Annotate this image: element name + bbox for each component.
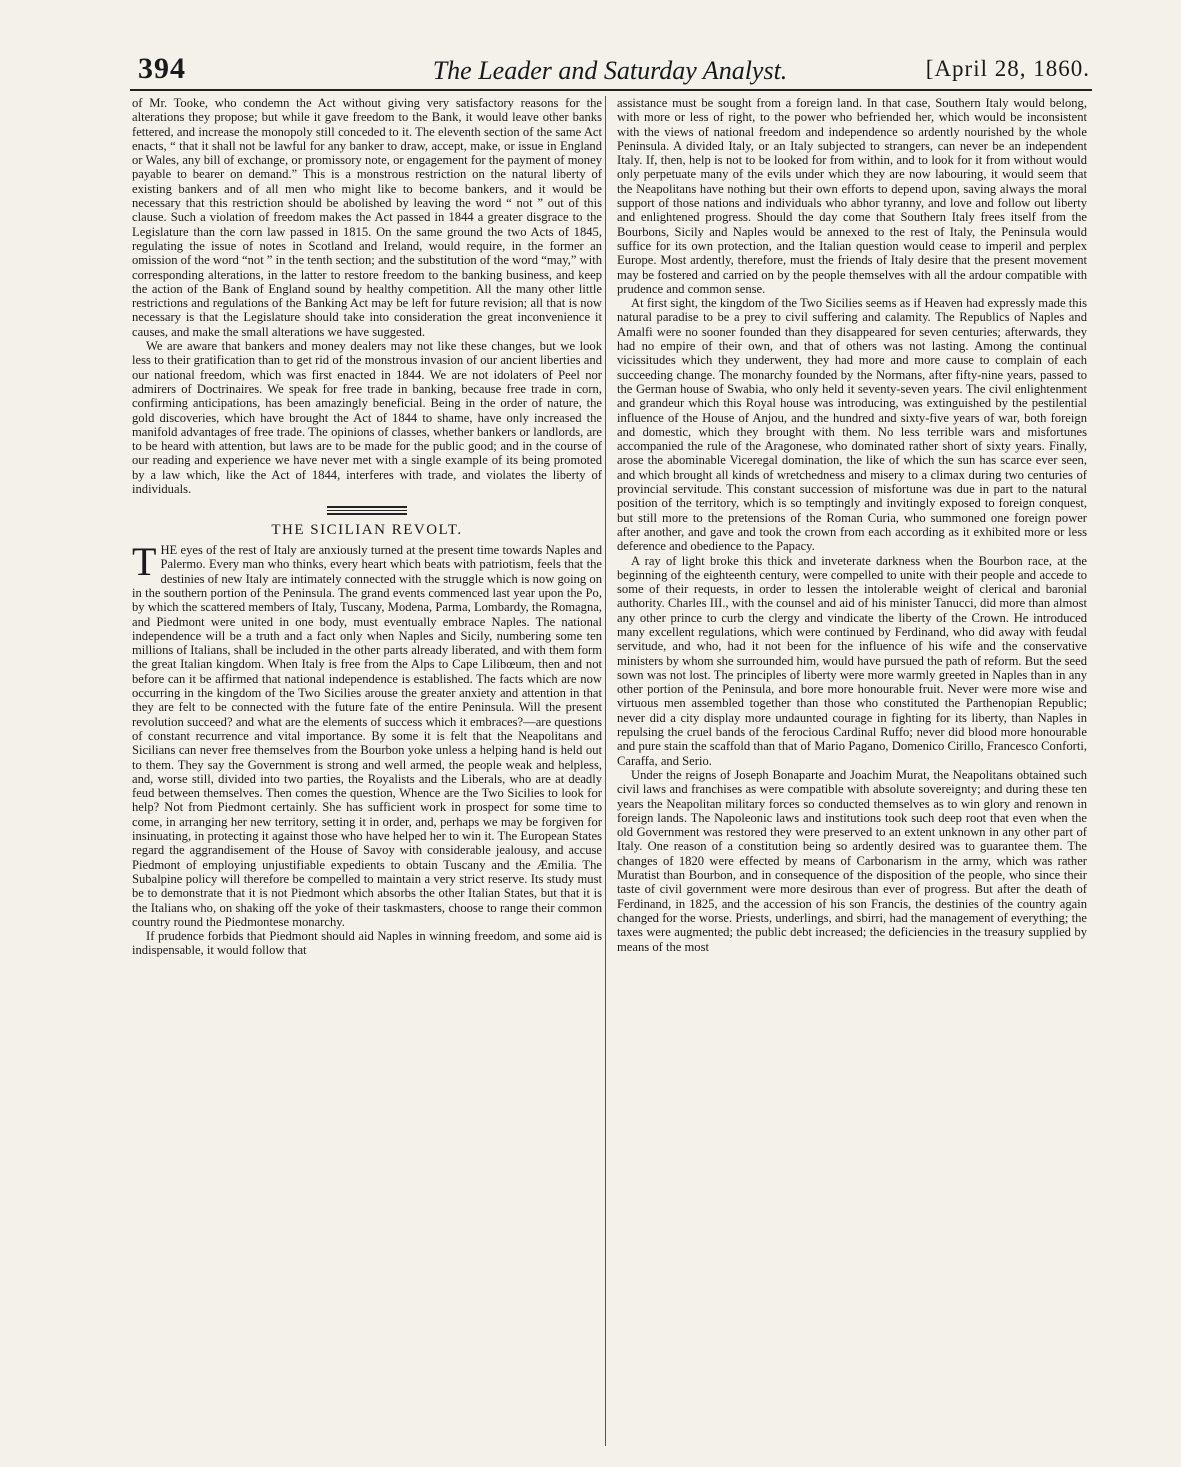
paragraph: If prudence forbids that Piedmont should aid Naples in winning freedom, and some aid is indispensable, it would follow that [132,929,602,958]
right-column [617,96,1087,1450]
issue-date: [April 28, 1860. [925,56,1090,81]
page-header [130,50,1090,94]
paragraph: of Mr. Tooke, who condemn the Act without giving very satisfactory reasons for the alterations they propose; but while it gave freedom to the Bank, it would leave other banks fettered, and increase the monopoly still conceded to it. The eleventh section of the same Act enacts, “ that it shall not be lawful for any banker to draw, accept, make, or issue in England or Wales, any bill of exchange, or promissory note, or engagement for the payment of money payable to bearer on demand.” This is a monstrous restriction on the natural liberty of existing bankers and of all men who might like to become bankers, and it would be necessary that this restriction should be abolished by leaving the word “ not ” out of this clause. Such a violation of freedom makes the Act passed in 1844 a greater disgrace to the Legislature than the corn law passed in 1815. On the same ground the two Acts of 1845, regulating the issue of notes in Scotland and Ireland, would require, in the former an omission of the word “not ” in the tenth section; and the substitution of the word “may,” with corresponding alterations, in the latter to restore freedom to the banking business, and keep the action of the Bank of England sound by healthy competition. All the many other little restrictions and regulations of the Banking Act may be left for future revision; all that is now necessary is that the Legislature should take into consideration the great inconvenience it causes, and make the small alterations we have suggested. [132,96,602,339]
publication-title: The Leader and Saturday Analyst. [432,56,788,85]
paragraph: We are aware that bankers and money dealers may not like these changes, but we look less to their gratification than to get rid of the monstrous invasion of our ancient liberties and our national freedom, which was first enacted in 1844. We are not idolaters of Peel nor admirers of Doctrinaires. We speak for free trade in banking, because free trade in corn, confirming anticipations, has been amazingly beneficial. Being in the order of nature, the gold discoveries, which have brought the Act of 1844 to shame, have only increased the manifold advantages of free trade. The opinions of classes, whether bankers or landlords, are to be heard with attention, but laws are to be made for the public good; and in the course of our reading and experience we have never met with a single example of its being promoted by a law which, like the Act of 1844, interferes with trade, and violates the liberty of individuals. [132,339,602,497]
paragraph: At first sight, the kingdom of the Two Sicilies seems as if Heaven had expressly made this natural paradise to be a prey to civil suffering and calamity. The Republics of Naples and Amalfi were no sooner founded than they disappeared for seven centuries; afterwards, they had no empire of their own, and that of others was not lasting. Among the continual vicissitudes which they underwent, they had more and more cause to complain of each succeeding change. The monarchy founded by the Normans, after fifty-nine years, passed to the German house of Swabia, who only held it seventy-seven years. The civil enlightenment and grandeur which this Royal house was introducing, was extinguished by the pestilential influence of the House of Anjou, and the hundred and sixty-five years of war, both foreign and domestic, which they brought with them. No less terrible wars and misfortunes accompanied the rule of the Aragonese, who dominated rather short of sixty years. Finally, arose the abominable Viceregal domination, the like of which the sun has scarce ever seen, and which brought all kinds of wretchedness and misery to a climax during two centuries of provincial servitude. This constant succession of misfortune was due in part to the natural position of the territory, which is so temptingly and invitingly exposed to foreign conquest, but still more to the pretensions of the Roman Curia, who summoned one foreign power after another, and gave and took the crown from each according as it exhibited more or less deference and obedience to the Papacy. [617,296,1087,554]
paragraph: A ray of light broke this thick and inveterate darkness when the Bourbon race, at the beginning of the eighteenth century, were compelled to unite with their people and accede to some of their requests, in order to lessen the intolerable weight of clerical and baronial authority. Charles III., with the counsel and aid of his minister Tanucci, did more than almost any other prince to curb the clergy and vindicate the liberty of the Crown. He introduced many excellent regulations, which were continued by Ferdinand, who did away with feudal servitude, and who, had it not been for the influence of his wife and the conservative ministers by whom she surrounded him, would have pursued the path of reform. But the seed sown was not lost. The principles of liberty were more warmly greeted in Naples than in any other portion of the Peninsula, and bore more honourable fruit. Never were more wise and virtuous men assembled together than those who constituted the Parthenopian Republic; never did a city display more undaunted courage in fighting for its liberty, than Naples in repulsing the cruel bands of the ferocious Cardinal Ruffo; never did blood more honourable and pure stain the scaffold than that of Mario Pagano, Domenico Cirillo, Francesco Conforti, Caraffa, and Serio. [617,553,1087,768]
paragraph-text: HE eyes of the rest of Italy are anxiously turned at the present time towards Naples and Palermo. Every man who thinks, every heart which beats with patriotism, feels that the destinies of new Italy are intimately connected with the struggle which is now going on in the southern portion of the Peninsula. The grand events commenced last year upon the Po, by which the scattered members of Italy, Tuscany, Modena, Parma, Lombardy, the Romagna, and Piedmont were united in one body, must eventually embrace Naples. The national independence will be a truth and a fact only when Naples and Sicily, numbering some ten millions of Italians, shall be included in the other parts already liberated, and with them form the great Italian kingdom. When Italy is free from the Alps to Cape Lilibœum, then and not before can it be affirmed that national independence is established. The facts which are now occurring in the kingdom of the Two Sicilies arouse the greater anxiety and attention in that they are felt to be connected with the future fate of the entire Peninsula. Will the present revolution succeed? and what are the elements of success which it embraces?—are questions of constant recurrence and vital importance. By some it is felt that the Neapolitans and Sicilians can never free themselves from the Bourbon yoke unless a helping hand is held out to them. They say the Government is strong and well armed, the people weak and helpless, and, worse still, divided into two parties, the Royalists and the Liberals, who are at deadly feud between themselves. Then comes the question, Whence are the Two Sicilies to look for help? Not from Piedmont certainly. She has sufficient work in prospect for some time to come, in arranging her new territory, setting it in order, and, perhaps we may be forgiven for insinuating, in protecting it against those who have helped her to win it. The European States regard the aggrandisement of the House of Savoy with considerable jealousy, and accuse Piedmont of employing unjustifiable expedients to obtain Tuscany and the Æmilia. The Subalpine policy will therefore be compelled to maintain a very strict reserve. Its study must be to demonstrate that it is not Piedmont which absorbs the other Italian States, but that it is the Italians who, on shaking off the yoke of their taskmasters, choose to range their common country round the Piedmontese monarchy. [132,543,602,929]
paragraph: assistance must be sought from a foreign land. In that case, Southern Italy would belong, with more or less of right, to the power who befriended her, which would be inconsistent with the views of national freedom and independence so ardently nourished by the whole Peninsula. A divided Italy, or an Italy subjected to strangers, can never be an independent Italy. If, then, help is not to be looked for from within, and to look for it from without would only perpetuate many of the evils under which they are now labouring, it would seem that the Neapolitans have nothing but their own efforts to depend upon, saving always the moral support of those nations and individuals who abhor tyranny, and love and follow out liberty and enlightened progress. Should the day come that Southern Italy frees itself from the Bourbons, Sicily and Naples would be annexed to the rest of Italy, the Peninsula would suffice for its own protection, and the Italian question would cease to imperil and perplex Europe. Most ardently, therefore, must the friends of Italy desire that the present movement may be fostered and carried on by the people themselves with all the ardour compatible with prudence and common sense. [617,96,1087,296]
header-rule [130,89,1092,91]
drop-cap: T [132,539,157,585]
section-divider [327,506,407,515]
left-column [132,96,602,1450]
paragraph: Under the reigns of Joseph Bonaparte and Joachim Murat, the Neapolitans obtained such civil laws and franchises as were compatible with absolute sovereignty; and during these ten years the Neapolitan military forces so conducted themselves as to win glory and renown in foreign lands. The Napoleonic laws and institutions took such deep root that even when the old Government was restored they were preserved to an extent unknown in any other part of Italy. One reason of a constitution being so ardently desired was to guarantee them. The changes of 1820 were effected by means of Carbonarism in the army, which was rather Muratist than Bourbon, and in consequence of the disposition of the people, who since their taste of civil government were more desirous than ever of progress. But after the death of Ferdinand, in 1825, and the accession of his son Francis, the destinies of the country again changed for the worse. Priests, underlings, and sbirri, had the management of everything; the taxes were augmented; the public debt increased; the deficiencies in the treasury supplied by means of the most [617,767,1087,954]
column-rule [605,96,606,1446]
paragraph [132,539,602,929]
page-number: 394 [138,52,186,85]
section-title: THE SICILIAN REVOLT. [271,521,463,538]
